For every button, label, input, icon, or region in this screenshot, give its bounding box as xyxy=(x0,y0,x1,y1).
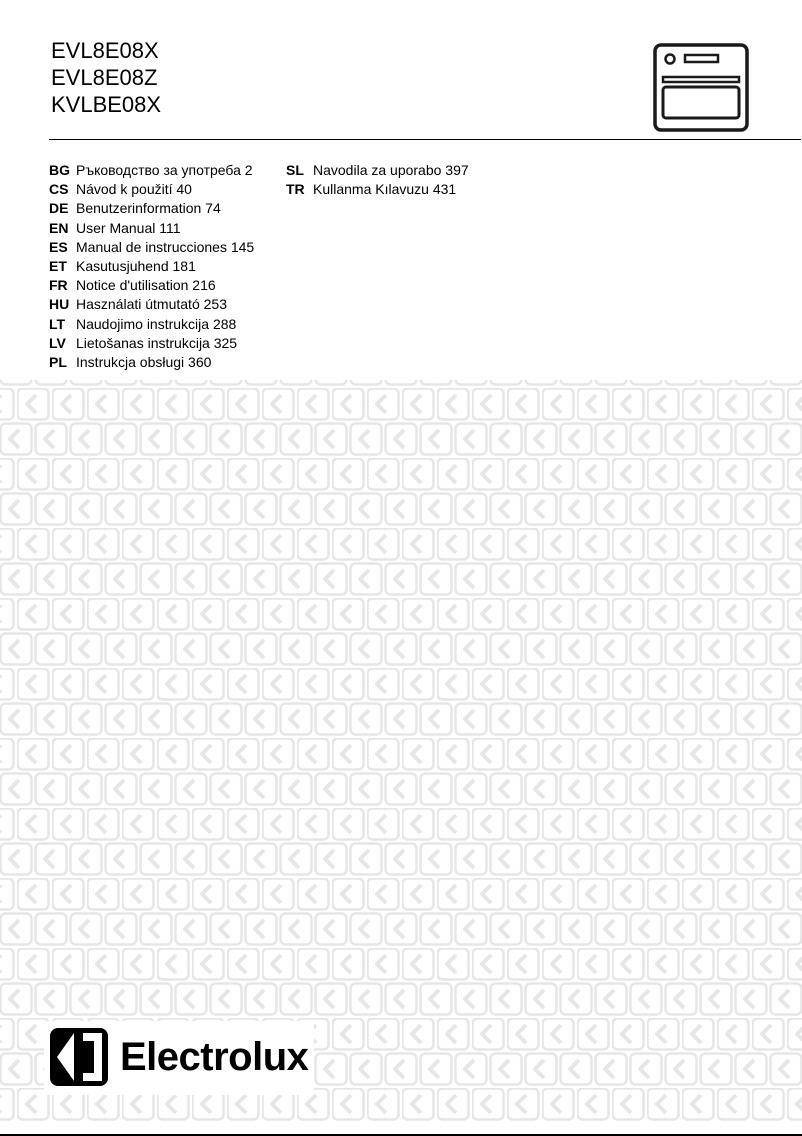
oven-icon xyxy=(653,43,749,132)
language-list-left xyxy=(49,161,254,372)
model-number: EVL8E08X xyxy=(51,38,159,63)
language-entry: DE Benutzerinformation 74 xyxy=(49,200,221,217)
language-entry: ES Manual de instrucciones 145 xyxy=(49,238,255,255)
language-list-right xyxy=(286,161,469,199)
model-number: EVL8E08Z xyxy=(51,65,158,90)
language-entry: FR Notice d'utilisation 216 xyxy=(49,277,216,294)
language-entry: HU Használati útmutató 253 xyxy=(49,296,227,313)
model-list xyxy=(51,37,161,118)
language-entry: TR Kullanma Kılavuzu 431 xyxy=(286,181,457,198)
language-entry: LV Lietošanas instrukcija 325 xyxy=(49,334,238,351)
brand-name: Electrolux xyxy=(120,1035,309,1079)
language-entry: SL Navodila za uporabo 397 xyxy=(286,162,469,178)
electrolux-logo-icon xyxy=(50,1028,108,1086)
language-entry: BG Ръководство за употреба 2 xyxy=(49,162,253,178)
header-divider xyxy=(49,139,801,140)
language-entry: LT Naudojimo instrukcija 288 xyxy=(49,315,237,332)
language-entry: ET Kasutusjuhend 181 xyxy=(49,258,196,275)
language-entry: CS Návod k použití 40 xyxy=(49,181,192,198)
model-number: KVLBE08X xyxy=(51,92,162,117)
background-logo-pattern xyxy=(0,380,802,1122)
language-entry: EN User Manual 111 xyxy=(49,219,181,236)
language-entry: PL Instrukcja obsługi 360 xyxy=(49,354,212,371)
